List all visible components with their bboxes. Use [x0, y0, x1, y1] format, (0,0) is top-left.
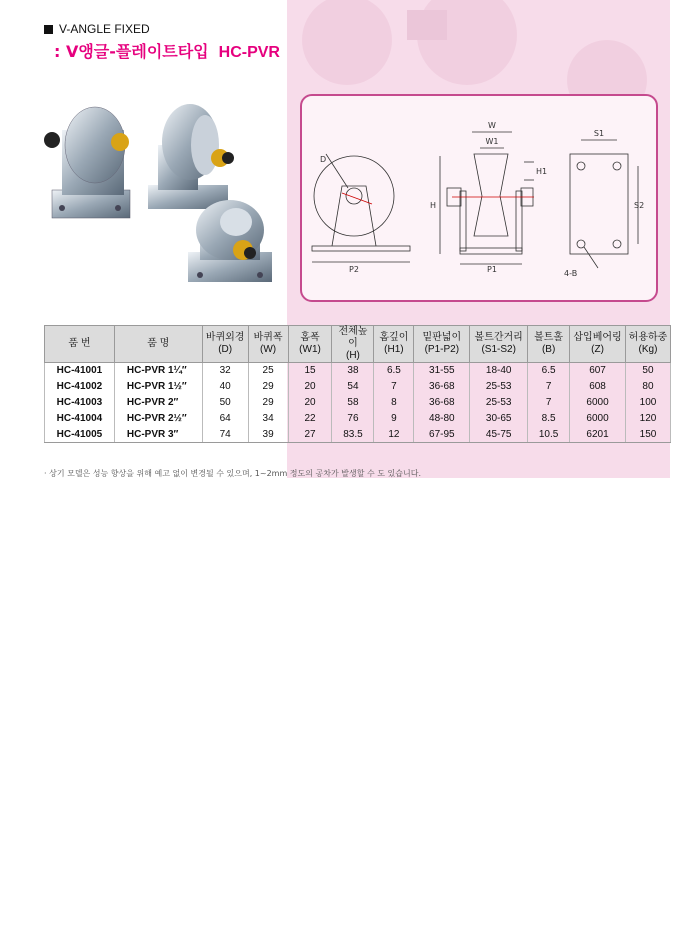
- cell-value: 32: [202, 363, 248, 379]
- label-p2: P2: [349, 265, 359, 274]
- cell-value: 40: [202, 379, 248, 395]
- header-cell: 볼트홀 (B): [528, 326, 570, 363]
- header-cell: 밑판넓이 (P1-P2): [414, 326, 470, 363]
- cell-name: HC-PVR 3″: [114, 427, 202, 443]
- product-model: HC-PVR: [218, 44, 280, 61]
- cell-name: HC-PVR 1¼″: [114, 363, 202, 379]
- page-header: [44, 22, 280, 62]
- cell-code: HC-41002: [45, 379, 115, 395]
- cell-value: 8.5: [528, 411, 570, 427]
- cell-value: 74: [202, 427, 248, 443]
- header-cell: 품 번: [45, 326, 115, 363]
- cell-value: 80: [625, 379, 670, 395]
- table-row: [45, 427, 671, 443]
- cell-value: 6000: [570, 395, 626, 411]
- cell-value: 607: [570, 363, 626, 379]
- cell-value: 9: [374, 411, 414, 427]
- cell-code: HC-41001: [45, 363, 115, 379]
- cell-value: 45-75: [470, 427, 528, 443]
- cell-value: 39: [248, 427, 288, 443]
- cell-value: 6.5: [374, 363, 414, 379]
- cell-value: 608: [570, 379, 626, 395]
- cell-value: 50: [625, 363, 670, 379]
- table-row: [45, 395, 671, 411]
- cell-value: 36-68: [414, 379, 470, 395]
- product-title: : V앵글-플레이트타입: [54, 42, 209, 61]
- header-cell: 품 명: [114, 326, 202, 363]
- cell-value: 6000: [570, 411, 626, 427]
- cell-value: 83.5: [332, 427, 374, 443]
- cell-code: HC-41005: [45, 427, 115, 443]
- cell-value: 100: [625, 395, 670, 411]
- cell-value: 48-80: [414, 411, 470, 427]
- label-p1: P1: [487, 265, 497, 274]
- cell-value: 31-55: [414, 363, 470, 379]
- label-s1: S1: [593, 129, 605, 138]
- cell-value: 76: [332, 411, 374, 427]
- table-row: [45, 379, 671, 395]
- label-h: H: [430, 201, 437, 210]
- label-h1: H1: [536, 167, 548, 176]
- cell-value: 34: [248, 411, 288, 427]
- cell-value: 15: [288, 363, 332, 379]
- cell-value: 50: [202, 395, 248, 411]
- cell-value: 64: [202, 411, 248, 427]
- cell-value: 25-53: [470, 379, 528, 395]
- cell-name: HC-PVR 2″: [114, 395, 202, 411]
- cell-value: 54: [332, 379, 374, 395]
- cell-value: 30-65: [470, 411, 528, 427]
- cell-value: 6201: [570, 427, 626, 443]
- cell-value: 29: [248, 379, 288, 395]
- cell-value: 58: [332, 395, 374, 411]
- cell-value: 7: [528, 395, 570, 411]
- footnote: · 상기 모델은 성능 향상을 위해 예고 없이 변경될 수 있으며, 1~2mm 정도의 공차가 발생할 수 도 있습니다.: [44, 469, 421, 478]
- header-cell: 홈깊이 (H1): [374, 326, 414, 363]
- cell-name: HC-PVR 1½″: [114, 379, 202, 395]
- cell-value: 36-68: [414, 395, 470, 411]
- cell-value: 38: [332, 363, 374, 379]
- cell-value: 10.5: [528, 427, 570, 443]
- dimension-diagram: [300, 94, 658, 302]
- header-cell: 홈폭 (W1): [288, 326, 332, 363]
- product-photo: [40, 90, 290, 295]
- header-cell: 전체높이 (H): [332, 326, 374, 363]
- label-w1: W1: [485, 137, 499, 146]
- header-cell: 바퀴폭 (W): [248, 326, 288, 363]
- cell-value: 67-95: [414, 427, 470, 443]
- cell-code: HC-41003: [45, 395, 115, 411]
- cell-value: 120: [625, 411, 670, 427]
- square-bullet-icon: [44, 25, 53, 34]
- cell-value: 150: [625, 427, 670, 443]
- header-cell: 볼트간거리 (S1-S2): [470, 326, 528, 363]
- table-header-row: [45, 326, 671, 363]
- cell-code: HC-41004: [45, 411, 115, 427]
- cell-value: 8: [374, 395, 414, 411]
- cell-value: 22: [288, 411, 332, 427]
- label-w: W: [488, 121, 496, 130]
- cell-value: 6.5: [528, 363, 570, 379]
- table-row: [45, 411, 671, 427]
- table-row: [45, 363, 671, 379]
- label-d: D: [320, 155, 327, 164]
- header-cell: 바퀴외경 (D): [202, 326, 248, 363]
- cell-value: 25-53: [470, 395, 528, 411]
- cell-value: 18-40: [470, 363, 528, 379]
- cell-value: 25: [248, 363, 288, 379]
- cell-value: 27: [288, 427, 332, 443]
- header-cell: 허용하중 (Kg): [625, 326, 670, 363]
- cell-value: 29: [248, 395, 288, 411]
- cell-value: 7: [374, 379, 414, 395]
- category-label: V-ANGLE FIXED: [59, 22, 150, 36]
- cell-name: HC-PVR 2½″: [114, 411, 202, 427]
- cell-value: 20: [288, 379, 332, 395]
- label-s2: S2: [634, 201, 645, 210]
- header-cell: 삽입베어링 (Z): [570, 326, 626, 363]
- cell-value: 7: [528, 379, 570, 395]
- spec-table: [44, 325, 671, 443]
- label-b: 4-B: [564, 269, 578, 278]
- cell-value: 12: [374, 427, 414, 443]
- cell-value: 20: [288, 395, 332, 411]
